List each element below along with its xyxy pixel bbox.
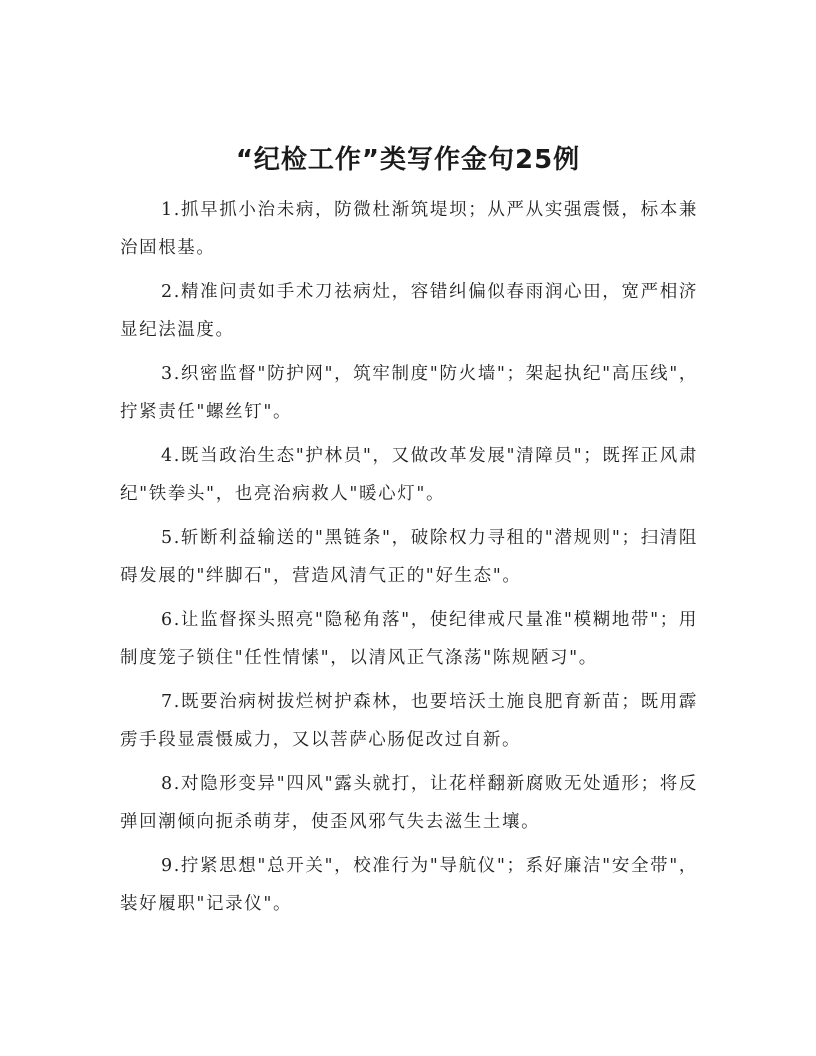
paragraph-item-9: 9.拧紧思想"总开关"，校准行为"导航仪"；系好廉洁"安全带"，装好履职"记录仪"。 [120,856,698,914]
paragraph-item-5: 5.斩断利益输送的"黑链条"，破除权力寻租的"潜规则"；扫清阻碍发展的"绊脚石"，营造风清气正的"好生态"。 [120,528,698,586]
paragraph-item-8: 8.对隐形变异"四风"露头就打，让花样翻新腐败无处遁形；将反弹回潮倾向扼杀萌芽，使歪风邪气失去滋生土壤。 [120,774,698,832]
paragraph-item-1: 1.抓早抓小治未病，防微杜渐筑堤坝；从严从实强震慑，标本兼治固根基。 [120,200,698,258]
paragraph-item-6: 6.让监督探头照亮"隐秘角落"，使纪律戒尺量准"模糊地带"；用制度笼子锁住"任性情愫"，以清风正气涤荡"陈规陋习"。 [120,610,698,668]
paragraph-item-4: 4.既当政治生态"护林员"，又做改革发展"清障员"；既挥正风肃纪"铁拳头"，也亮治病救人"暖心灯"。 [120,446,698,504]
document-body [120,192,698,930]
paragraph-item-7: 7.既要治病树拔烂树护森林，也要培沃土施良肥育新苗；既用霹雳手段显震慑威力，又以菩萨心肠促改过自新。 [120,692,698,750]
paragraph-item-2: 2.精准问责如手术刀祛病灶，容错纠偏似春雨润心田，宽严相济显纪法温度。 [120,282,698,340]
paragraph-item-3: 3.织密监督"防护网"，筑牢制度"防火墙"；架起执纪"高压线"，拧紧责任"螺丝钉"。 [120,364,698,422]
document-title: “纪检工作”类写作金句25例 [235,145,581,175]
